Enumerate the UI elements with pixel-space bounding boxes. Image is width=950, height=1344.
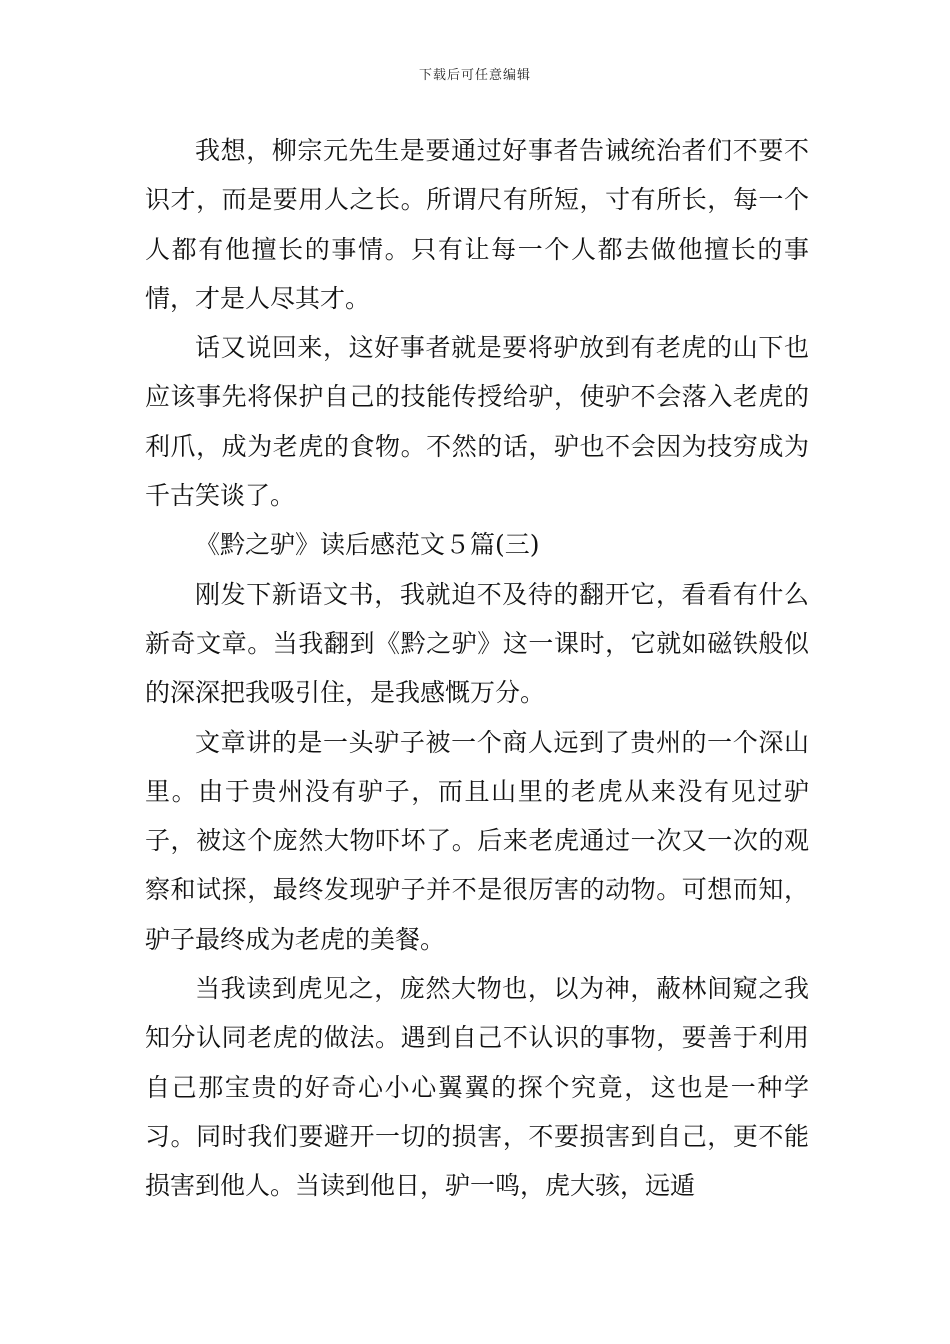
section-title: 《黔之驴》读后感范文５篇(三) [195,530,540,560]
paragraph: 我想，柳宗元先生是要通过好事者告诫统治者们不要不识才，而是要用人之长。所谓尺有所短，寸有所长，每一个人都有他擅长的事情。只有让每一个人都去做他擅长的事情，才是人尽其才。 [145,136,809,313]
paragraph: 刚发下新语文书，我就迫不及待的翻开它，看看有什么新奇文章。当我翻到《黔之驴》这一课时，它就如磁铁般似的深深把我吸引住，是我感慨万分。 [145,579,809,708]
page-header: 下载后可任意编辑 [418,68,531,83]
paragraph: 当我读到虎见之，庞然大物也，以为神，蔽林间窥之我知分认同老虎的做法。遇到自己不认识的事物，要善于利用自己那宝贵的好奇心小心翼翼的探个究竟，这也是一种学习。同时我们要避开一切的损害，不要损害到自己，更不能损害到他人。当读到他日，驴一鸣，虎大骇，远遁 [145,974,809,1201]
paragraph: 文章讲的是一头驴子被一个商人远到了贵州的一个深山里。由于贵州没有驴子，而且山里的老虎从来没有见过驴子，被这个庞然大物吓坏了。后来老虎通过一次又一次的观察和试探，最终发现驴子并不是很厉害的动物。可想而知，驴子最终成为老虎的美餐。 [145,727,809,954]
document-body [145,126,809,1211]
paragraph: 话又说回来，这好事者就是要将驴放到有老虎的山下也应该事先将保护自己的技能传授给驴，使驴不会落入老虎的利爪，成为老虎的食物。不然的话，驴也不会因为技穷成为千古笑谈了。 [145,333,809,511]
